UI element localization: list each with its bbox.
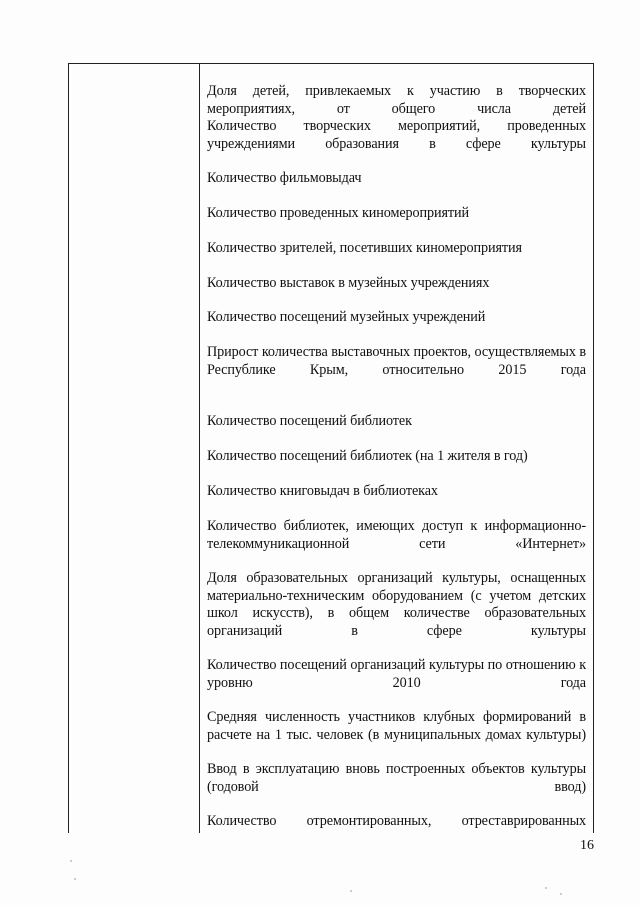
indicator-library-visits: Количество посещений библиотек (207, 413, 412, 429)
indicator-restored-objects: Количество отремонтированных, отреставрированных (207, 813, 586, 829)
indicator-exhibition-growth: Прирост количества выставочных проектов, осуществляемых в Республике Крым, относительно 2015 года (207, 344, 586, 378)
indicator-equipped-schools: Доля образовательных организаций культуры, оснащенных материально-техническим оборудованием (с учетом детских школ искусств), в общем количестве образовательных организаций в сфере культуры (207, 570, 586, 639)
indicator-book-loans: Количество книговыдач в библиотеках (207, 483, 438, 499)
indicator-library-visits-per-capita: Количество посещений библиотек (на 1 жителя в год) (207, 448, 528, 464)
indicator-cinema-events: Количество проведенных киномероприятий (207, 205, 469, 221)
indicator-film-screenings: Количество фильмовыдач (207, 170, 362, 186)
indicator-club-participants: Средняя численность участников клубных формирований в расчете на 1 тыс. человек (в муниципальных домах культуры) (207, 709, 586, 743)
indicator-table (68, 63, 594, 833)
indicator-culture-visits-2010: Количество посещений организаций культуры по отношению к уровню 2010 года (207, 657, 586, 691)
indicator-creative-events: Количество творческих мероприятий, проведенных учреждениями образования в сфере культуры (207, 118, 586, 152)
scan-speck (545, 887, 547, 889)
scan-speck (350, 890, 352, 892)
scan-speck (70, 860, 72, 862)
table-left-column (69, 64, 200, 833)
indicator-libraries-internet: Количество библиотек, имеющих доступ к информационно-телекоммуникационной сети «Интернет» (207, 518, 586, 552)
indicator-museum-exhibitions: Количество выставок в музейных учреждениях (207, 275, 490, 291)
indicator-cinema-viewers: Количество зрителей, посетивших киномероприятия (207, 240, 522, 256)
scan-speck (560, 893, 562, 895)
table-right-column (200, 64, 593, 833)
page-number: 16 (580, 838, 594, 853)
indicator-children-share: Доля детей, привлекаемых к участию в творческих мероприятиях, от общего числа детей (207, 83, 586, 117)
scan-speck (74, 878, 76, 880)
indicator-museum-visits: Количество посещений музейных учреждений (207, 309, 486, 325)
indicator-new-facilities: Ввод в эксплуатацию вновь построенных объектов культуры (годовой ввод) (207, 761, 586, 795)
